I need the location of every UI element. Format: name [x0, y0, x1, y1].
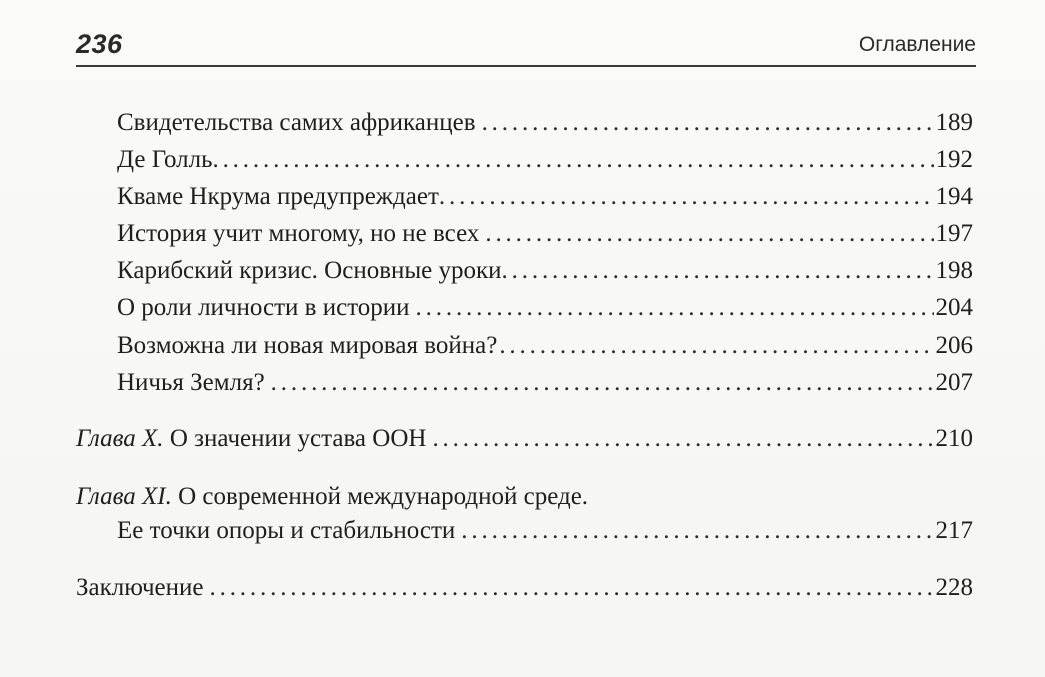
toc-entry-title: О роли личности в истории [117, 294, 410, 321]
toc-entry-title: Де Голль [117, 146, 213, 173]
dot-leader [416, 291, 934, 325]
dot-leader [210, 571, 934, 605]
toc-entry-page: 206 [935, 332, 973, 359]
toc-entry-page: 210 [935, 425, 973, 452]
dot-leader [499, 329, 933, 363]
dot-leader [432, 422, 933, 456]
toc-entry-page: 189 [935, 109, 973, 136]
dot-leader [482, 106, 934, 140]
toc-conclusion-entry[interactable] [76, 571, 973, 605]
toc-entry[interactable] [117, 143, 973, 177]
toc-entry-page: 198 [935, 257, 973, 284]
toc-entry-page: 207 [935, 369, 973, 396]
chapter-title: О значении устава ООН [163, 425, 427, 452]
toc-entry-title: Карибский кризис. Основные уроки [117, 257, 502, 284]
toc-entry-title: История учит многому, но не всех [117, 220, 480, 247]
toc-entry[interactable] [117, 366, 973, 400]
dot-leader [271, 366, 934, 400]
toc-chapter-entry[interactable] [76, 422, 973, 456]
dot-leader [485, 217, 933, 251]
toc-entry-page: 192 [935, 146, 973, 173]
toc-entry-title: Заключение [76, 574, 204, 601]
dot-leader [212, 143, 933, 177]
dot-leader [461, 514, 933, 548]
dot-leader [502, 254, 934, 288]
toc-entry-page: 217 [935, 517, 973, 544]
toc-entry-page: 204 [935, 294, 973, 321]
dot-leader [439, 180, 934, 214]
toc-entry-title: Возможна ли новая мировая война? [117, 332, 498, 359]
toc-entry[interactable] [117, 180, 973, 214]
toc-entry[interactable] [117, 291, 973, 325]
toc-entry[interactable] [117, 217, 973, 251]
toc-entry-title: Ничья Земля? [117, 369, 265, 396]
toc-entry-page: 228 [935, 574, 973, 601]
toc-entry[interactable] [117, 514, 973, 548]
toc-entry-title: Свидетельства самих африканцев [117, 109, 476, 136]
toc-entry[interactable] [117, 254, 973, 288]
running-title: Оглавление [858, 33, 976, 56]
toc-entry-title: Кваме Нкрума предупреждает [117, 183, 439, 210]
chapter-label: Глава XI. [76, 483, 172, 510]
page-number: 236 [76, 29, 123, 59]
toc-entry-page: 194 [935, 183, 973, 210]
toc-entry[interactable] [117, 106, 973, 140]
chapter-label: Глава X. [76, 425, 164, 452]
toc-entry-page: 197 [935, 220, 973, 247]
toc-entry-title [76, 422, 432, 456]
toc-entry[interactable] [117, 329, 973, 363]
toc-chapter-heading[interactable] [76, 480, 588, 514]
chapter-title: О современной международной среде. [171, 483, 589, 510]
toc-entry-title: Ее точки опоры и стабильности [117, 517, 456, 544]
